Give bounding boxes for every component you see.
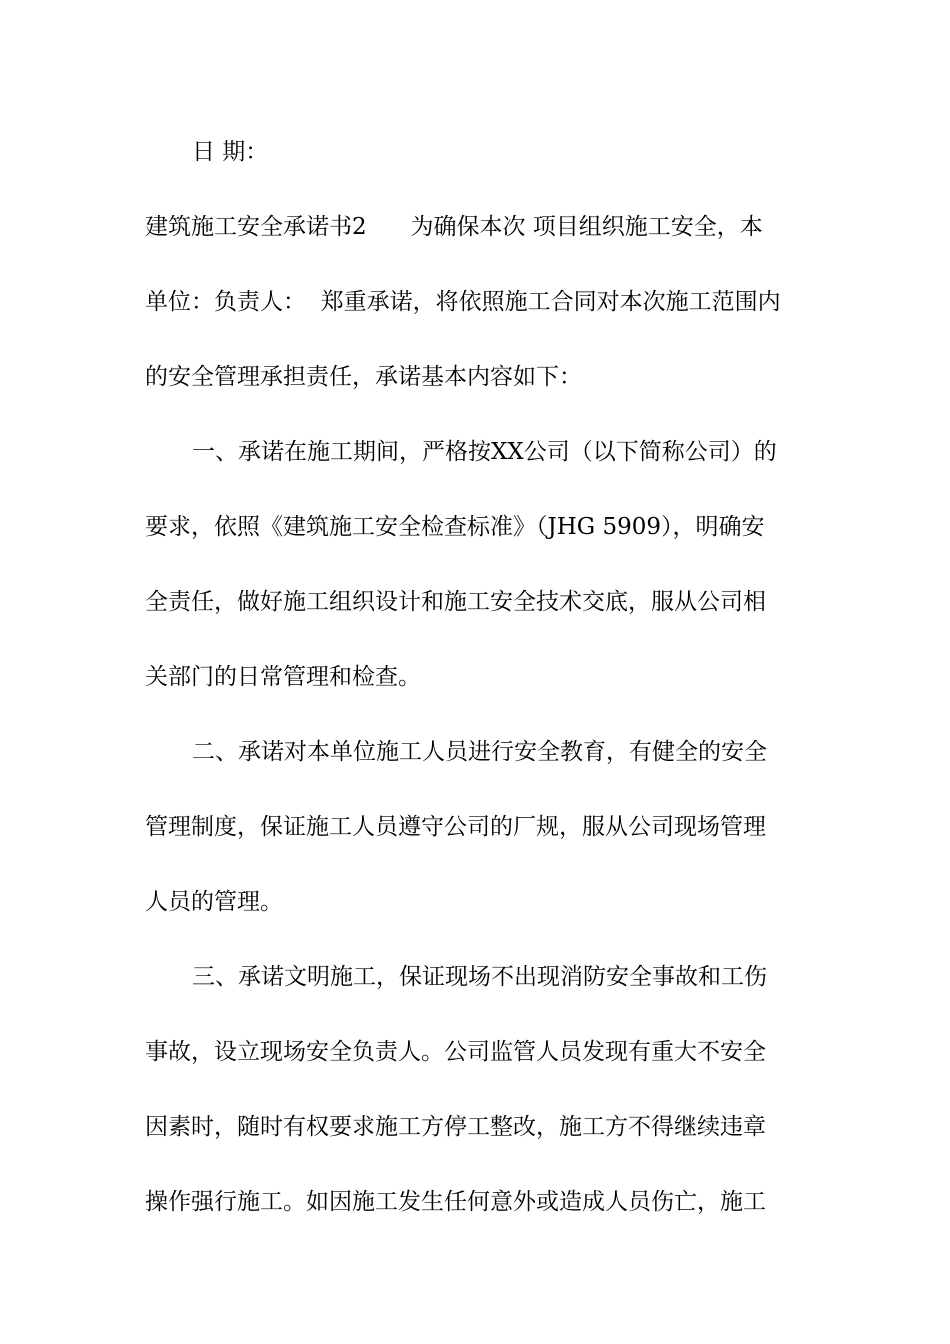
date-line: 日 期： xyxy=(192,139,269,165)
text-line: 管理制度，保证施工人员遵守公司的厂规，服从公司现场管理 xyxy=(145,814,766,840)
text-line: 操作强行施工。如因施工发生任何意外或造成人员伤亡，施工 xyxy=(145,1189,766,1215)
text-line: 因素时，随时有权要求施工方停工整改，施工方不得继续违章 xyxy=(145,1114,766,1140)
text-line: 要求，依照《建筑施工安全检查标准》（JHG 5909），明确安 xyxy=(145,514,765,540)
text-line: 单位：负责人： 郑重承诺，将依照施工合同对本次施工范围内 xyxy=(145,289,781,315)
clause-one-line: 一、承诺在施工期间，严格按XX公司（以下简称公司）的 xyxy=(192,439,777,465)
text-line: 全责任，做好施工组织设计和施工安全技术交底，服从公司相 xyxy=(145,589,766,615)
text-line: 人员的管理。 xyxy=(145,889,283,915)
clause-two-line: 二、承诺对本单位施工人员进行安全教育，有健全的安全 xyxy=(192,739,767,765)
clause-three-line: 三、承诺文明施工，保证现场不出现消防安全事故和工伤 xyxy=(192,964,767,990)
text-line: 关部门的日常管理和检查。 xyxy=(145,664,421,690)
text-line: 事故，设立现场安全负责人。公司监管人员发现有重大不安全 xyxy=(145,1039,766,1065)
text-line: 的安全管理承担责任，承诺基本内容如下： xyxy=(145,364,582,390)
text-line: 建筑施工安全承诺书2 为确保本次 项目组织施工安全，本 xyxy=(145,214,763,240)
